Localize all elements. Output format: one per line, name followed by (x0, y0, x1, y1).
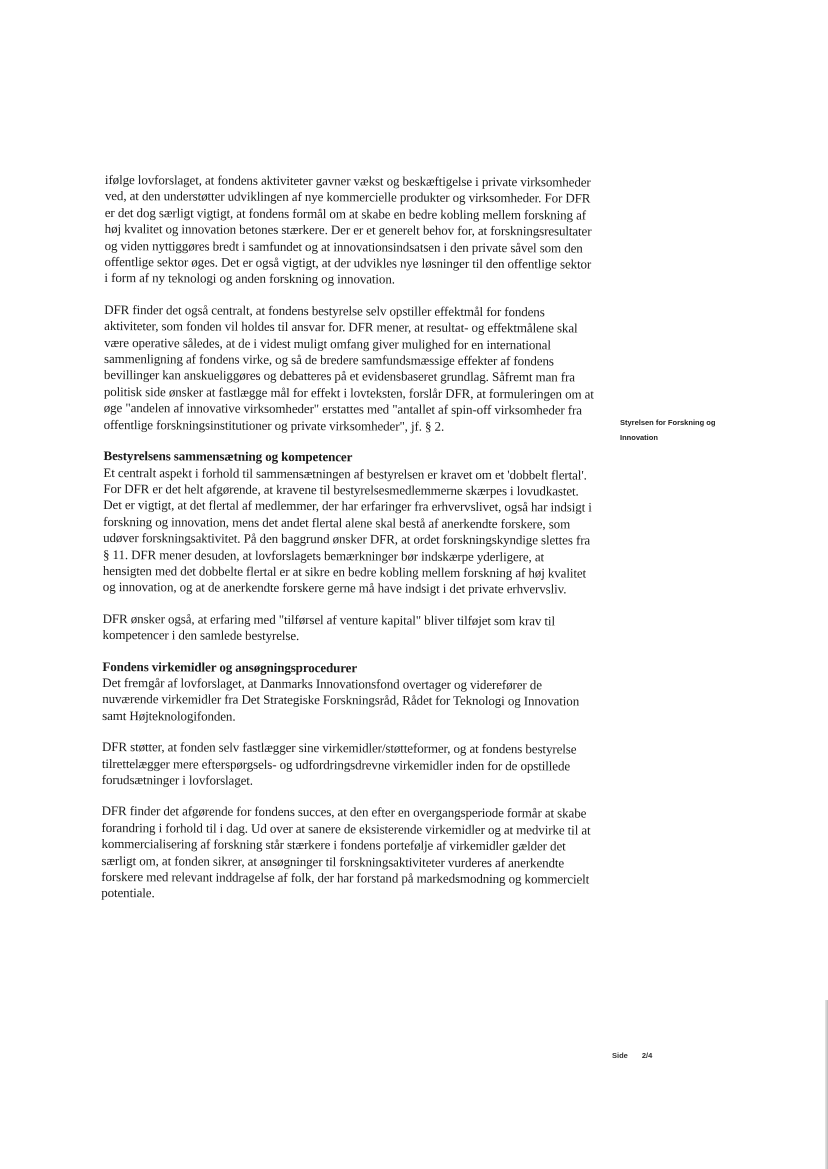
paragraph-purpose: ifølge lovforslaget, at fondens aktiviteter gavner vækst og beskæftigelse i private virksomheder ved, at den understøtter udviklingen af nye kommercielle produkter og virksomheder. For DFR er det dog særligt vigtigt, at fondens formål om at skabe en bedre kobling mellem forskning af høj kvalitet og innovation betones stærkere. Der er et generelt behov for, at forskningsresultater og viden nyttiggøres bredt i samfundet og at innovationsindsatsen i den private såvel som den offentlige sektor øges. Det er også vigtigt, at der udvikles nye løsninger til den offentlige sektor i form af ny teknologi og anden forskning og innovation. (104, 172, 592, 287)
heading-instruments: Fondens virkemidler og ansøgningsprocedurer (102, 658, 358, 675)
letter-body (101, 172, 597, 919)
paragraph-instruments-support: DFR støtter, at fonden selv fastlægger sine virkemidler/støtteformer, og at fondens bestyrelse tilrettelægger mere efterspørgsels- og udfordringsdrevne virkemidler inden for de opstillede forudsætninger i lovforslaget. (101, 739, 577, 788)
sender-name-line1: Styrelsen for Forskning og (620, 418, 716, 427)
sender-sidebar (620, 415, 770, 445)
paragraph-effect-goals: DFR finder det også centralt, at fondens bestyrelse selv opstiller effektmål for fondens aktiviteter, som fonden vil holdes til ansvar for. DFR mener, at resultat- og effektmålene skal være operative således, at de i videst muligt omfang giver mulighed for en international sammenligning af fondens virke, og så de bredere samfundsmæssige effekter af fondens bevillinger kan anskueliggøres og debatteres på et evidensbaseret grundlag. Såfremt man fra politisk side ønsker at fastlægge mål for effekt i lovteksten, forslår DFR, at formuleringen om at øge "andelen af innovative virksomheder" erstattes med "antallet af spin-off virksomheder fra offentlige forskningsinstitutioner og private virksomheder", jf. § 2. (103, 301, 594, 434)
paragraph-venture-capital: DFR ønsker også, at erfaring med "tilførsel af venture kapital" bliver tilføjet som krav til kompetencer i den samlede bestyrelse. (102, 610, 556, 644)
paragraph-instruments-takeover: Det fremgår af lovforslaget, at Danmarks Innovationsfond overtager og viderefører de nuværende virkemidler fra Det Strategiske Forskningsråd, Rådet for Teknologi og Innovation samt Højteknologifonden. (102, 674, 580, 724)
paragraph-double-majority: Et centralt aspekt i forhold til sammensætningen af bestyrelsen er kravet om et 'dobbelt flertal'. For DFR er det helt afgørende, at kravene til bestyrelsesmedlemmerne skærpes i lovudkastet. Det er vigtigt, at det flertal af medlemmer, der har erfaringer fra erhvervslivet, også har indsigt i forskning og innovation, mens det andet flertal alene skal bestå af anerkendte forskere, som udøver forskningsaktivitet. På den baggrund ønsker DFR, at ordet forskningskyndige slettes fra § 11. DFR mener desuden, at lovforslagets bemærkninger bør indskærpe yderligere, at hensigten med det dobbelte flertal er at sikre en bedre kobling mellem forskning af høj kvalitet og innovation, og at de anerkendte forskere gerne må have indsigt i det private erhvervsliv. (102, 464, 592, 597)
heading-board-composition: Bestyrelsens sammensætning og kompetencer (103, 448, 353, 465)
page-label: Side (612, 1051, 628, 1060)
sender-name-line2: Innovation (620, 433, 658, 442)
page-footer (612, 1051, 652, 1060)
page-number: 2/4 (641, 1051, 653, 1060)
paragraph-fund-success: DFR finder det afgørende for fondens succes, at den efter en overgangsperiode formår at skabe forandring i forhold til i dag. Ud over at sanere de eksisterende virkemidler og at medvirke til at kommercialisering af forskning står stærkere i fondens portefølje af virkemidler gælder det særligt om, at fonden sikrer, at ansøgninger til forskningsaktiviteter vurderes af anerkendte forskere med relevant inddragelse af folk, der har forstand på markedsmodning og kommercielt potentiale. (101, 803, 591, 901)
